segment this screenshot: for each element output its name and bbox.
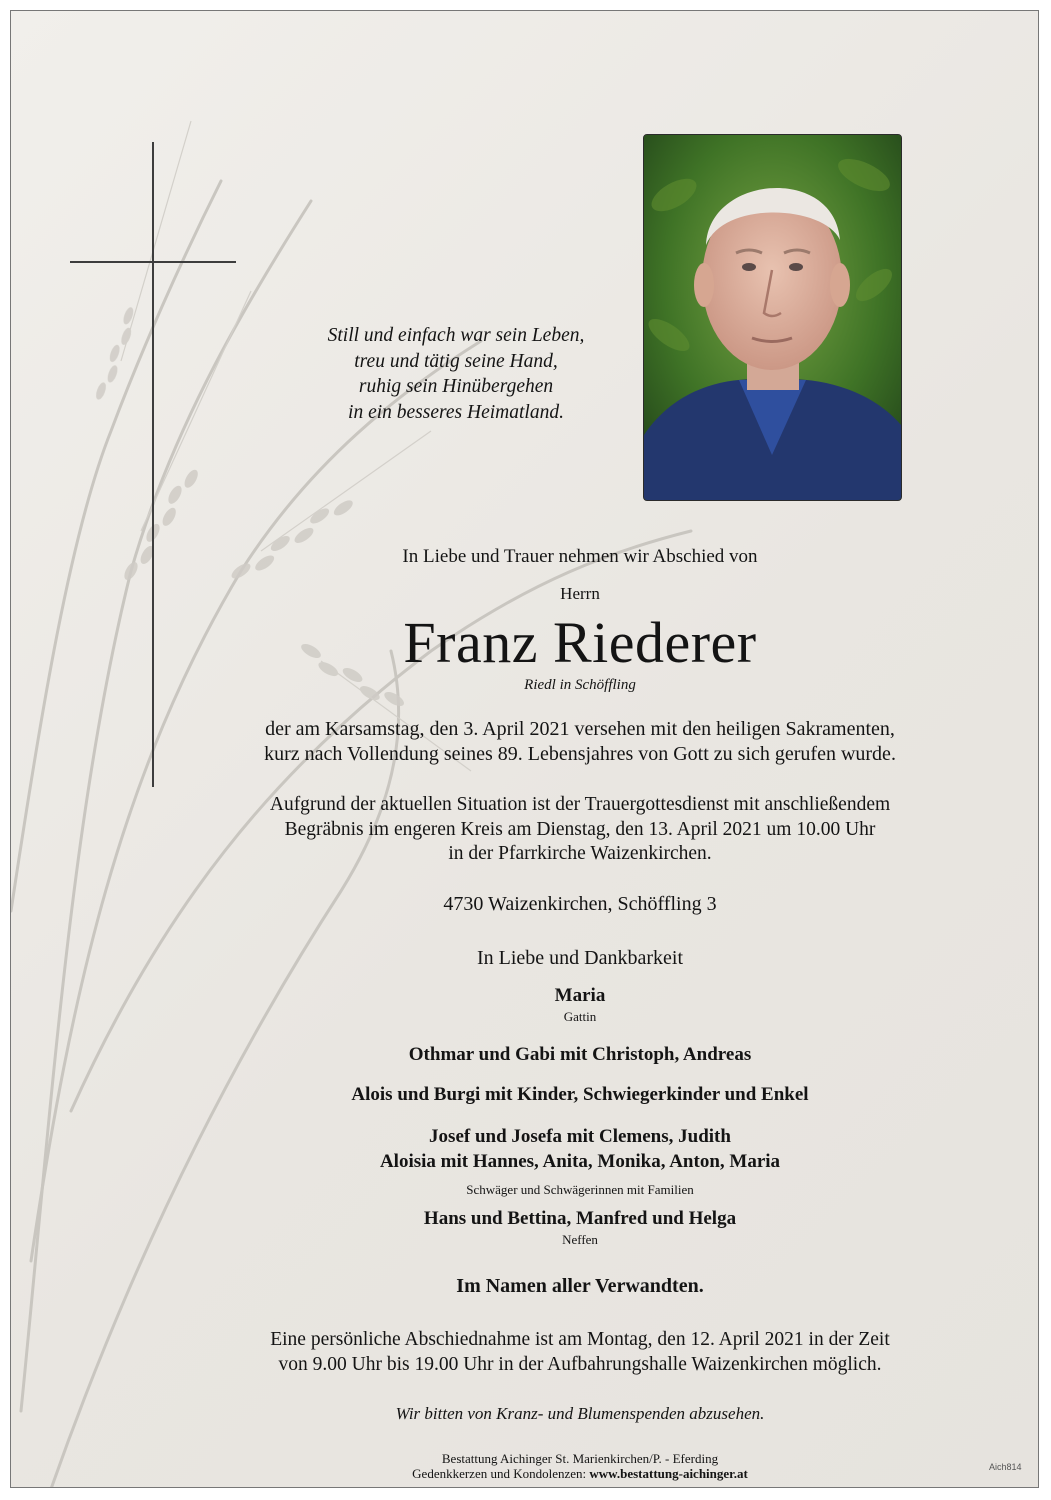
poem-line: Still und einfach war sein Leben, — [327, 325, 585, 346]
poem-line: in ein besseres Heimatland. — [348, 401, 564, 423]
thanks-heading: In Liebe und Dankbarkeit — [476, 947, 684, 969]
footer — [110, 1451, 1039, 1481]
footer-condolence-label: Gedenkkerzen und Kondolenzen: — [412, 1466, 590, 1481]
death-announcement — [110, 717, 1039, 767]
mourner-role: Neffen — [562, 1232, 598, 1247]
mourner-family: Othmar und Gabi mit Christoph, Andreas — [408, 1044, 752, 1065]
poem — [261, 323, 651, 425]
deceased-place: Riedl in Schöffling — [524, 677, 636, 693]
mourner-wife: Maria — [554, 985, 606, 1006]
obituary-page — [10, 10, 1039, 1488]
mourner-family: Alois und Burgi mit Kinder, Schwiegerkinder und Enkel — [351, 1084, 809, 1105]
cross-horizontal — [70, 261, 236, 263]
text-line: Eine persönliche Abschiednahme ist am Montag, den 12. April 2021 in der Zeit — [270, 1329, 890, 1350]
poem-line: ruhig sein Hinübergehen — [358, 376, 554, 397]
deceased-name: Franz Riederer — [403, 610, 757, 675]
relatives-line: Im Namen aller Verwandten. — [456, 1275, 704, 1297]
footer-company: Bestattung Aichinger St. Marienkirchen/P. - Eferding — [441, 1451, 719, 1466]
flower-request: Wir bitten von Kranz- und Blumenspenden abzusehen. — [395, 1404, 765, 1423]
text-line: Begräbnis im engeren Kreis am Dienstag, den 13. April 2021 um 10.00 Uhr — [284, 818, 876, 840]
text-line: von 9.00 Uhr bis 19.00 Uhr in der Aufbahrungshalle Waizenkirchen möglich. — [278, 1354, 882, 1375]
salutation: Herrn — [560, 584, 600, 603]
footer-condolence — [110, 1466, 1039, 1481]
text-line: Aufgrund der aktuellen Situation ist der Trauergottesdienst mit anschließendem — [269, 794, 891, 815]
intro-text: In Liebe und Trauer nehmen wir Abschied von — [402, 546, 758, 567]
funeral-service-info — [110, 793, 1039, 867]
family-address: 4730 Waizenkirchen, Schöffling 3 — [443, 893, 717, 915]
portrait-photo — [643, 134, 902, 501]
text-line: der am Karsamstag, den 3. April 2021 versehen mit den heiligen Sakramenten, — [265, 718, 895, 740]
mourner-family: Hans und Bettina, Manfred und Helga — [423, 1208, 737, 1229]
text-line: Josef und Josefa mit Clemens, Judith — [429, 1126, 731, 1147]
mourner-role: Gattin — [563, 1009, 597, 1024]
text-line: in der Pfarrkirche Waizenkirchen. — [448, 843, 712, 864]
text-line: kurz nach Vollendung seines 89. Lebensjahres von Gott zu sich gerufen wurde. — [264, 743, 896, 765]
mourner-role: Schwäger und Schwägerinnen mit Familien — [466, 1182, 694, 1197]
text-line: Aloisia mit Hannes, Anita, Monika, Anton, Maria — [379, 1151, 781, 1172]
footer-link[interactable]: www.bestattung-aichinger.at — [589, 1466, 748, 1481]
poem-line: treu und tätig seine Hand, — [354, 350, 558, 372]
document-code: Aich814 — [989, 1462, 1022, 1472]
viewing-info — [110, 1327, 1039, 1377]
mourner-family — [110, 1124, 1039, 1174]
